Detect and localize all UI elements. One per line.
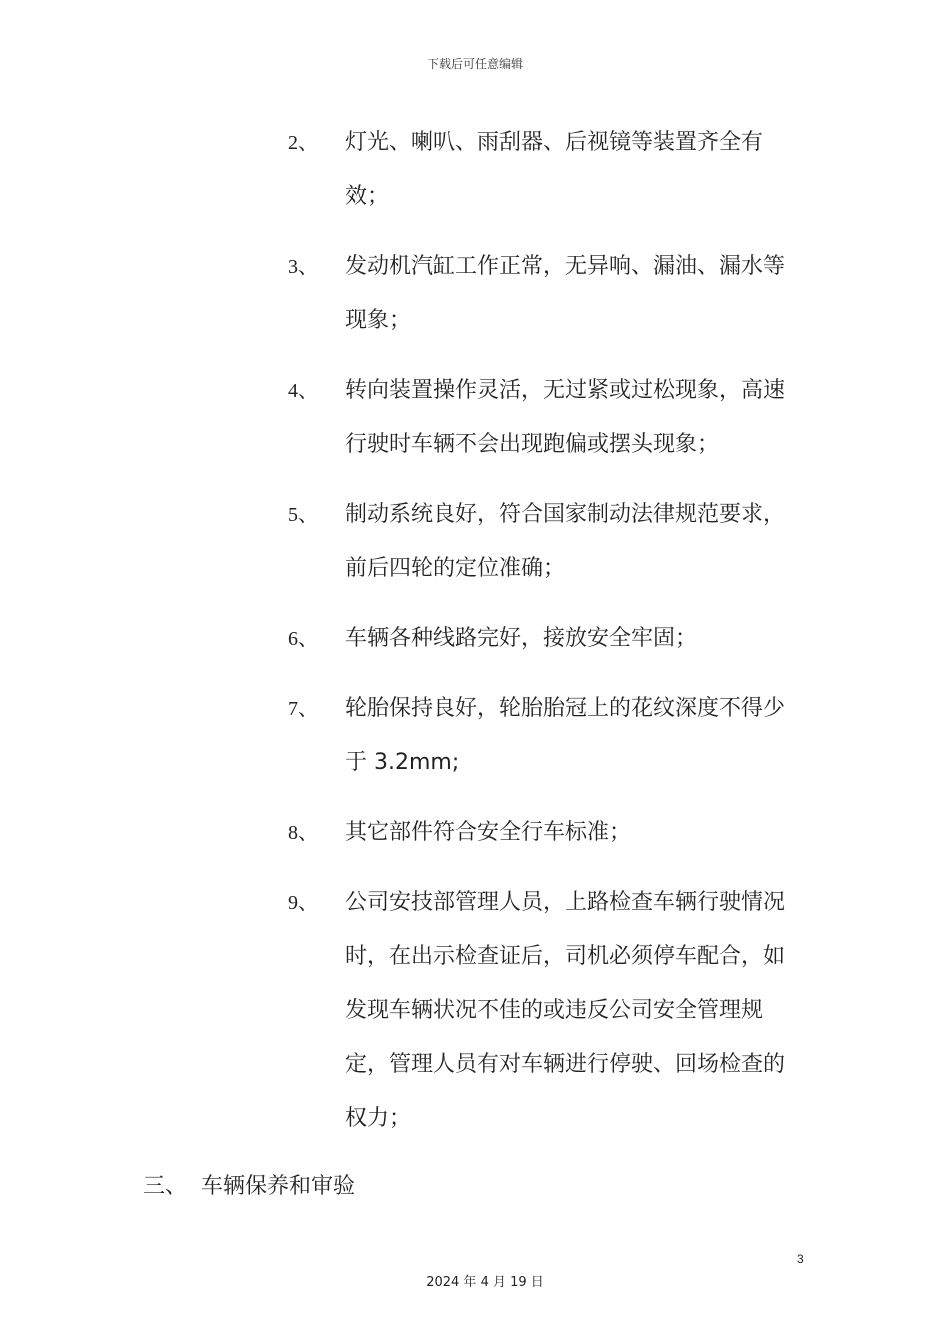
item-text: 其它部件符合安全行车标准； [345, 820, 632, 845]
item-number: 3、 [288, 256, 318, 278]
list-item [288, 806, 808, 860]
item-number: 8、 [288, 822, 318, 844]
section-title: 车辆保养和审验 [201, 1174, 356, 1199]
item-text: 制动系统良好，符合国家制动法律规范要求，前后四轮的定位准确； [345, 502, 786, 581]
list-item [288, 240, 808, 348]
item-number: 4、 [288, 380, 318, 402]
item-text: 车辆各种线路完好，接放安全牢固； [345, 626, 698, 651]
item-text: 灯光、喇叭、雨刮器、后视镜等装置齐全有效； [345, 130, 764, 209]
item-number: 5、 [288, 504, 318, 526]
list-item [288, 682, 808, 790]
page-number: 3 [797, 1252, 804, 1266]
list-item [288, 876, 808, 1146]
section-heading [143, 1160, 355, 1214]
requirement-list [288, 116, 808, 1162]
list-item [288, 116, 808, 224]
item-number: 7、 [288, 698, 318, 720]
list-item [288, 612, 808, 666]
header-note: 下载后可任意编辑 [426, 57, 523, 71]
item-text: 发动机汽缸工作正常，无异响、漏油、漏水等现象； [345, 254, 786, 333]
footer-date: 2024 年 4 月 19 日 [426, 1275, 544, 1290]
list-item [288, 488, 808, 596]
item-text: 轮胎保持良好，轮胎胎冠上的花纹深度不得少于 3.2mm; [345, 696, 786, 775]
item-number: 6、 [288, 628, 318, 650]
section-number: 三、 [143, 1174, 188, 1199]
item-text: 转向装置操作灵活，无过紧或过松现象，高速行驶时车辆不会出现跑偏或摆头现象； [345, 378, 786, 457]
item-text: 公司安技部管理人员，上路检查车辆行驶情况时，在出示检查证后，司机必须停车配合，如发现车辆状况不佳的或违反公司安全管理规定，管理人员有对车辆进行停驶、回场检查的权力； [345, 890, 786, 1131]
list-item [288, 364, 808, 472]
item-number: 2、 [288, 132, 318, 154]
item-number: 9、 [288, 892, 318, 914]
